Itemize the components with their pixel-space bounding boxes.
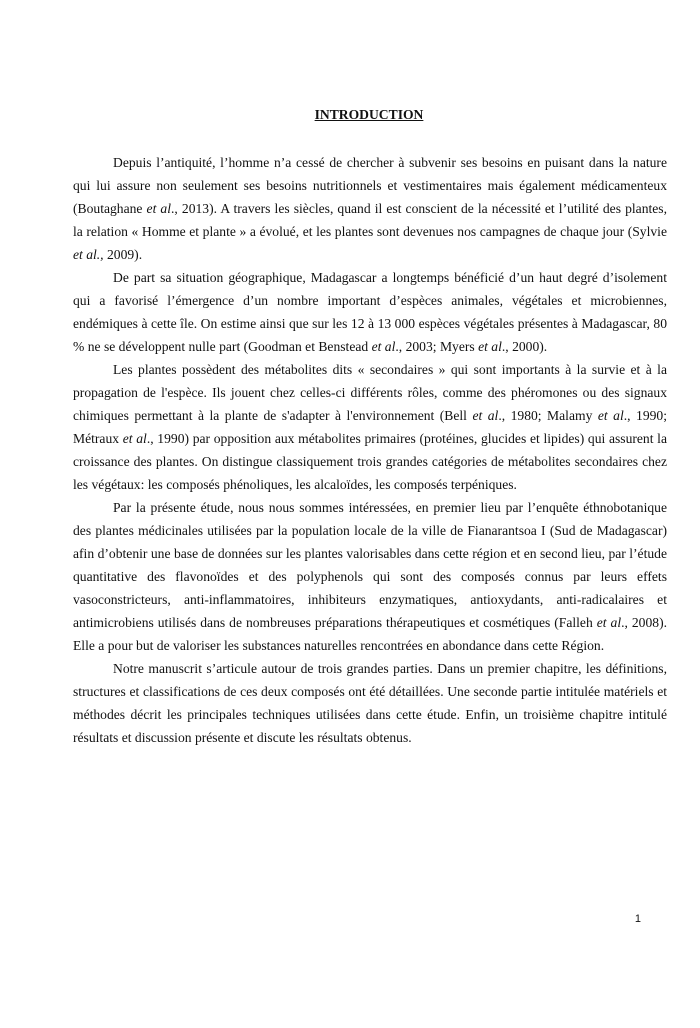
text-run: De part sa situation géographique, Madagascar a longtemps bénéficié d’un haut degré d’isolement qui a favorisé l’émergence d’un nombre important d’espèces animales, végétales et microbiennes, endémiques à cette île. On estime ainsi que sur les 12 à 13 000 espèces végétales présentes à Madagascar, 80 % ne se développent nulle part (Goodman et Benstead <box>73 270 667 354</box>
text-run: Par la présente étude, nous nous sommes intéressées, en premier lieu par l’enquête éthnobotanique des plantes médicinales utilisées par la population locale de la ville de Fianarantsoa I (Sud de Madagascar) afin d’obtenir une base de données sur les plantes valorisables dans cette région et en second lieu, par l’étude quantitative des flavonoïdes et des polyphenols qui sont des composés connus par leurs effets vasoconstricteurs, anti-inflammatoires, inhibiteurs enzymatiques, antioxydants, anti-radicalaires et antimicrobiens utilisés dans de nombreuses préparations thérapeutiques et cosmétiques (Falleh <box>73 500 667 630</box>
paragraph-4 <box>73 496 667 657</box>
text-run: ., 2003; Myers <box>395 339 479 354</box>
body-text <box>73 151 667 749</box>
page-number: 1 <box>634 913 641 925</box>
text-run: Depuis l’antiquité, l’homme n’a cessé de chercher à subvenir ses besoins en puisant dans la nature qui lui assure non seulement ses besoins nutritionnels et vestimentaires mais également médicamenteux (Boutaghane <box>73 155 667 216</box>
citation-italic: et al <box>122 431 147 446</box>
citation-italic: et al <box>146 201 172 216</box>
text-run: ., 2013). A travers les siècles, quand il est conscient de la nécessité et l’utilité des plantes, la relation « Homme et plante » a évolué, et les plantes sont devenues nos campagnes de chaque jour (Sylvie <box>73 201 667 239</box>
text-run: Les plantes possèdent des métabolites dits « secondaires » qui sont importants à la survie et à la propagation de l'espèce. Ils jouent chez celles-ci différents rôles, comme des phéromones ou des signaux chimiques permettant à la plante de s'adapter à l'environnement (Bell <box>73 362 667 423</box>
text-run: ., 1990) par opposition aux métabolites primaires (protéines, glucides et lipides) qui assurent la croissance des plantes. On distingue classiquement trois grandes catégories de métabolites secondaires chez les végétaux: les composés phénoliques, les alcaloïdes, les composés terpéniques. <box>73 431 667 492</box>
page-title: INTRODUCTION <box>314 107 424 122</box>
text-run: ., 2008). Elle a pour but de valoriser les substances naturelles rencontrées en abondance dans cette Région. <box>73 615 667 653</box>
citation-italic: et al., <box>73 247 104 262</box>
paragraph-5 <box>73 657 667 749</box>
paragraph-1 <box>73 151 667 266</box>
text-run: Notre manuscrit s’articule autour de trois grandes parties. Dans un premier chapitre, les définitions, structures et classifications de ces deux composés ont été détaillées. Une seconde partie intitulée matériels et méthodes décrit les principales techniques utilisées dans cette étude. Enfin, un troisième chapitre intitulé résultats et discussion présente et discute les résultats obtenus. <box>73 661 667 745</box>
text-run: ., 1980; Malamy <box>498 408 598 423</box>
citation-italic: et al <box>371 339 396 354</box>
paragraph-2 <box>73 266 667 358</box>
citation-italic: et al <box>596 615 622 630</box>
citation-italic: et al <box>597 408 624 423</box>
text-run: ., 2000). <box>501 339 548 354</box>
paragraph-3 <box>73 358 667 496</box>
citation-italic: et al <box>472 408 499 423</box>
citation-italic: et al <box>478 339 502 354</box>
text-run: ., 1990; Métraux <box>73 408 667 446</box>
text-run: 2009). <box>103 247 143 262</box>
